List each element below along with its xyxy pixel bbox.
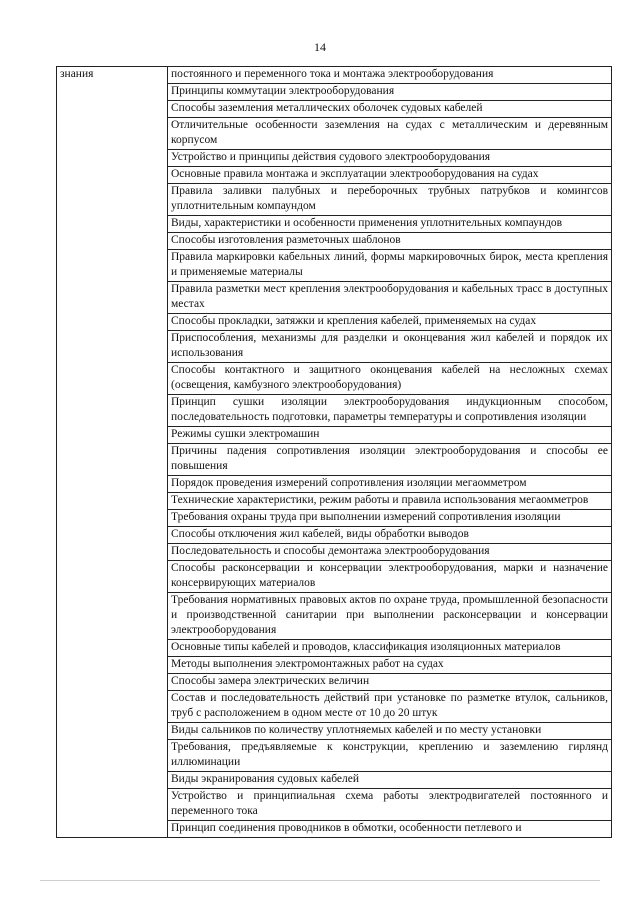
row-category-label: знания xyxy=(57,67,168,838)
table-cell-item: Виды экранирования судовых кабелей xyxy=(168,772,612,789)
table-cell-item: Отличительные особенности заземления на судах с металлическим и деревянным корпусом xyxy=(168,118,612,150)
table-cell-item: Виды сальников по количеству уплотняемых кабелей и по месту установки xyxy=(168,723,612,740)
table-cell-item: Методы выполнения электромонтажных работ на судах xyxy=(168,657,612,674)
table-cell-item: Способы прокладки, затяжки и крепления кабелей, применяемых на судах xyxy=(168,314,612,331)
table-cell-item: Основные правила монтажа и эксплуатации электрооборудования на судах xyxy=(168,167,612,184)
scan-edge-line xyxy=(40,880,600,881)
page-number: 14 xyxy=(314,40,326,54)
table-cell-item: Способы расконсервации и консервации электрооборудования, марки и назначение консервирующих материалов xyxy=(168,561,612,593)
table-cell-item: Способы заземления металлических оболочек судовых кабелей xyxy=(168,101,612,118)
table-cell-item: Правила заливки палубных и переборочных трубных патрубков и комингсов уплотнительным компаундом xyxy=(168,184,612,216)
table-cell-item: Состав и последовательность действий при установке по разметке втулок, сальников, труб с расположением в одном месте от 10 до 20 штук xyxy=(168,691,612,723)
table-cell-item: Устройство и принципы действия судового электрооборудования xyxy=(168,150,612,167)
table-cell-item: Принцип соединения проводников в обмотки, особенности петлевого и xyxy=(168,821,612,838)
table-cell-item: Виды, характеристики и особенности применения уплотнительных компаундов xyxy=(168,216,612,233)
table-cell-item: Приспособления, механизмы для разделки и оконцевания жил кабелей и порядок их использования xyxy=(168,331,612,363)
table-cell-item: Способы замера электрических величин xyxy=(168,674,612,691)
table-cell-item: Способы отключения жил кабелей, виды обработки выводов xyxy=(168,527,612,544)
table-cell-item: Правила маркировки кабельных линий, формы маркировочных бирок, места крепления и применяемые материалы xyxy=(168,250,612,282)
table-cell-item: постоянного и переменного тока и монтажа электрооборудования xyxy=(168,67,612,84)
requirements-table-body xyxy=(57,67,612,838)
table-cell-item: Устройство и принципиальная схема работы электродвигателей постоянного и переменного тока xyxy=(168,789,612,821)
table-cell-item: Режимы сушки электромашин xyxy=(168,427,612,444)
table-cell-item: Правила разметки мест крепления электрооборудования и кабельных трасс в доступных местах xyxy=(168,282,612,314)
table-cell-item: Требования охраны труда при выполнении измерений сопротивления изоляции xyxy=(168,510,612,527)
table-cell-item: Принцип сушки изоляции электрооборудования индукционным способом, последовательность подготовки, параметры температуры и сопротивления изоляции xyxy=(168,395,612,427)
table-cell-item: Последовательность и способы демонтажа электрооборудования xyxy=(168,544,612,561)
table-cell-item: Способы изготовления разметочных шаблонов xyxy=(168,233,612,250)
table-cell-item: Причины падения сопротивления изоляции электрооборудования и способы ее повышения xyxy=(168,444,612,476)
table-cell-item: Порядок проведения измерений сопротивления изоляции мегаомметром xyxy=(168,476,612,493)
table-cell-item: Способы контактного и защитного оконцевания кабелей на несложных схемах (освещения, камбузного электрооборудования) xyxy=(168,363,612,395)
table-cell-item: Технические характеристики, режим работы и правила использования мегаомметров xyxy=(168,493,612,510)
table-cell-item: Основные типы кабелей и проводов, классификация изоляционных материалов xyxy=(168,640,612,657)
table-cell-item: Требования нормативных правовых актов по охране труда, промышленной безопасности и производственной санитарии при выполнении расконсервации и консервации электрооборудования xyxy=(168,593,612,640)
table-cell-item: Требования, предъявляемые к конструкции, креплению и заземлению гирлянд иллюминации xyxy=(168,740,612,772)
requirements-table xyxy=(56,66,612,838)
table-row xyxy=(57,67,612,84)
table-cell-item: Принципы коммутации электрооборудования xyxy=(168,84,612,101)
